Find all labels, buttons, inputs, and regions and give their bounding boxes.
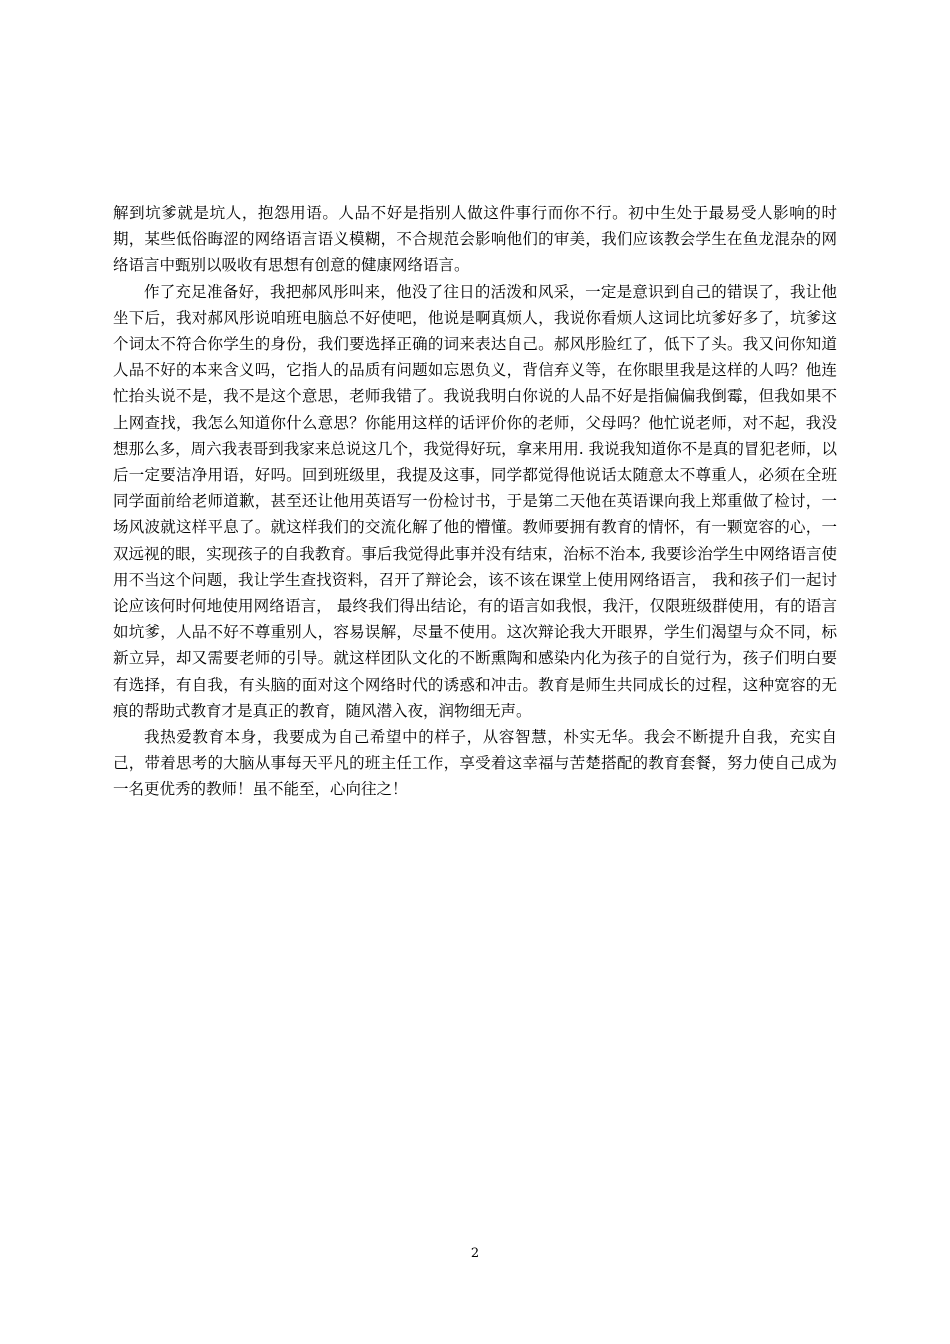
page-number: 2 [470,1246,480,1261]
paragraph-story: 作了充足准备好，我把郝风彤叫来，他没了往日的活泼和风采，一定是意识到自己的错误了，我让他坐下后，我对郝风彤说咱班电脑总不好使吧，他说是啊真烦人，我说你看烦人这词比坑爹好多了，坑爹这个词太不符合你学生的身份，我们要选择正确的词来表达自己。郝风彤脸红了，低下了头。我又问你知道人品不好的本来含义吗，它指人的品质有问题如忘恩负义，背信弃义等，在你眼里我是这样的人吗？他连忙抬头说不是，我不是这个意思，老师我错了。我说我明白你说的人品不好是指偏偏我倒霉，但我如果不上网查找，我怎么知道你什么意思？你能用这样的话评价你的老师，父母吗？他忙说老师，对不起，我没想那么多，周六我表哥到我家来总说这几个，我觉得好玩，拿来用用. 我说我知道你不是真的冒犯老师，以后一定要洁净用语，好吗。回到班级里，我提及这事，同学都觉得他说话太随意太不尊重人，必须在全班同学面前给老师道歉，甚至还让他用英语写一份检讨书，于是第二天他在英语课向我上郑重做了检讨，一场风波就这样平息了。就这样我们的交流化解了他的懵懂。教师要拥有教育的情怀，有一颗宽容的心，一双远视的眼，实现孩子的自我教育。事后我觉得此事并没有结束，治标不治本, 我要诊治学生中网络语言使用不当这个问题，我让学生查找资料，召开了辩论会，该不该在课堂上使用网络语言， 我和孩子们一起讨论应该何时何地使用网络语言， 最终我们得出结论，有的语言如我恨，我汗，仅限班级群使用，有的语言如坑爹，人品不好不尊重别人，容易误解，尽量不使用。这次辩论我大开眼界，学生们渴望与众不同，标新立异，却又需要老师的引导。就这样团队文化的不断熏陶和感染内化为孩子的自觉行为，孩子们明白要有选择，有自我，有头脑的面对这个网络时代的诱惑和冲击。教育是师生共同成长的过程，这种宽容的无痕的帮助式教育才是真正的教育，随风潜入夜，润物细无声。 [113,282,837,720]
paragraph-conclusion: 我热爱教育本身，我要成为自己希望中的样子，从容智慧，朴实无华。我会不断提升自我，充实自己，带着思考的大脑从事每天平凡的班主任工作，享受着这幸福与苦楚搭配的教育套餐，努力使自己成为一名更优秀的教师！虽不能至，心向往之！ [113,728,837,799]
body-text [113,200,837,803]
paragraph-continuation: 解到坑爹就是坑人，抱怨用语。人品不好是指别人做这件事行而你不行。初中生处于最易受人影响的时期，某些低俗晦涩的网络语言语义模糊，不合规范会影响他们的审美，我们应该教会学生在鱼龙混杂的网络语言中甄别以吸收有思想有创意的健康网络语言。 [113,204,837,275]
